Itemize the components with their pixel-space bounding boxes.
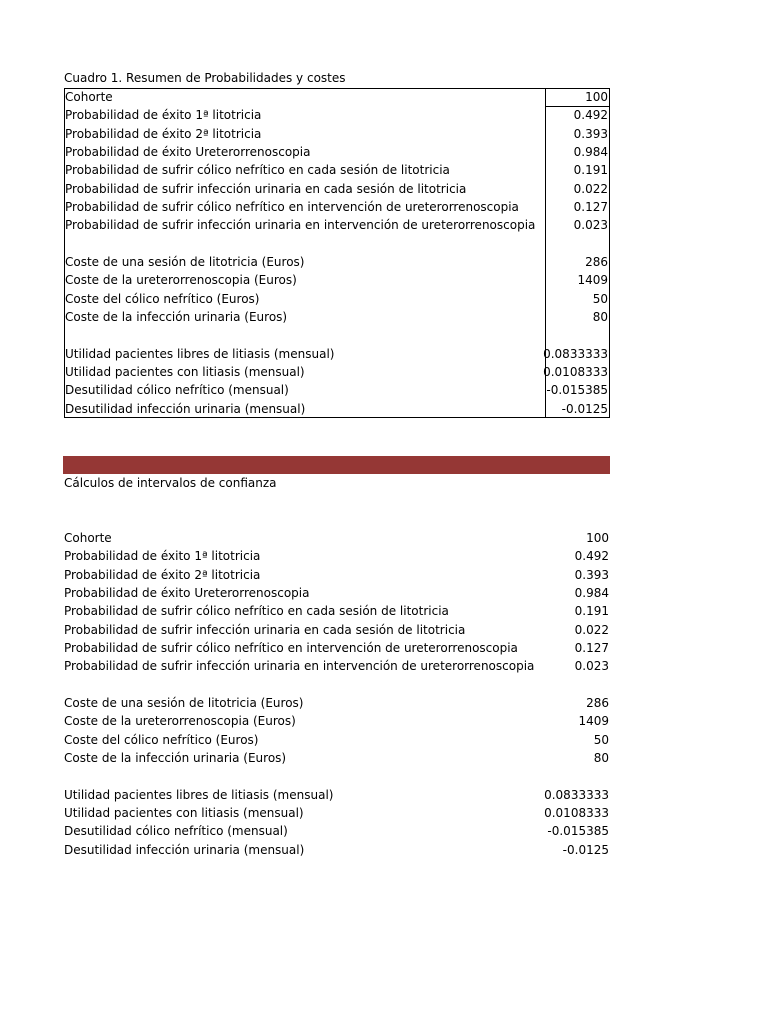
- table-row: [65, 345, 609, 363]
- row-label: Probabilidad de sufrir infección urinaria en cada sesión de litotricia: [64, 622, 466, 637]
- summary-table: [64, 88, 610, 418]
- table-row: [65, 381, 609, 399]
- row-value: 0.0108333: [543, 364, 608, 379]
- row-label: Desutilidad infección urinaria (mensual): [64, 842, 305, 857]
- row-label: Probabilidad de sufrir cólico nefrítico en cada sesión de litotricia: [65, 163, 450, 178]
- row-value: 0.127: [573, 199, 608, 214]
- row-value: 0.0833333: [543, 346, 608, 361]
- row-value: 100: [585, 90, 608, 104]
- row-value: 0.984: [573, 144, 608, 159]
- row-label: Probabilidad de sufrir cólico nefrítico en intervención de ureterorrenoscopia: [65, 199, 519, 214]
- table-row: [64, 529, 610, 547]
- row-label: Coste de la ureterorrenoscopia (Euros): [64, 714, 296, 729]
- row-value: 1409: [578, 714, 609, 729]
- table-row: [65, 198, 609, 216]
- row-label: Cohorte: [64, 531, 112, 545]
- row-value: 0.0833333: [544, 787, 609, 802]
- row-value: -0.015385: [547, 824, 609, 839]
- row-label: Desutilidad infección urinaria (mensual): [65, 401, 306, 416]
- table-row: [65, 106, 609, 124]
- table-row: [65, 88, 609, 106]
- row-label: Desutilidad cólico nefrítico (mensual): [65, 383, 289, 398]
- table-row: [65, 180, 609, 198]
- row-value: -0.015385: [546, 383, 608, 398]
- row-label: Probabilidad de sufrir cólico nefrítico en cada sesión de litotricia: [64, 604, 449, 619]
- table-row: [65, 143, 609, 161]
- row-label: Utilidad pacientes con litiasis (mensual): [64, 805, 304, 820]
- section-divider-band: [63, 456, 610, 474]
- row-value: 0.022: [574, 622, 609, 637]
- row-value: 80: [592, 309, 608, 324]
- table-row: [65, 216, 609, 234]
- table-row: [64, 841, 610, 859]
- table-row: [64, 584, 610, 602]
- table-row: [65, 253, 609, 271]
- row-label: Coste del cólico nefrítico (Euros): [64, 732, 259, 747]
- row-value: 0.393: [574, 567, 609, 582]
- row-label: Probabilidad de sufrir infección urinaria en intervención de ureterorrenoscopia: [64, 659, 535, 674]
- table-row: [64, 566, 610, 584]
- row-value: 50: [593, 732, 609, 747]
- table-row: [64, 602, 610, 620]
- row-value: 80: [593, 750, 609, 765]
- row-label: Cohorte: [65, 90, 113, 104]
- row-value: 0.984: [574, 585, 609, 600]
- row-label: Coste de una sesión de litotricia (Euros): [65, 254, 305, 269]
- row-label: Probabilidad de sufrir cólico nefrítico en intervención de ureterorrenoscopia: [64, 640, 518, 655]
- row-label: Utilidad pacientes libres de litiasis (mensual): [64, 787, 334, 802]
- table-row: [64, 822, 610, 840]
- row-label: Coste de la infección urinaria (Euros): [64, 750, 287, 765]
- row-label: Probabilidad de éxito 1ª litotricia: [64, 549, 261, 564]
- row-label: Probabilidad de éxito 2ª litotricia: [64, 567, 261, 582]
- row-label: Coste de la infección urinaria (Euros): [65, 309, 288, 324]
- row-value: 0.492: [574, 549, 609, 564]
- table-row: [64, 621, 610, 639]
- row-label: Probabilidad de éxito Ureterorrenoscopia: [64, 585, 310, 600]
- table-row: [64, 694, 610, 712]
- row-value: 0.023: [573, 218, 608, 233]
- table-row: [64, 547, 610, 565]
- table-row: [65, 271, 609, 289]
- row-label: Coste de una sesión de litotricia (Euros): [64, 695, 304, 710]
- table-row: [65, 290, 609, 308]
- row-label: Probabilidad de éxito 1ª litotricia: [65, 108, 262, 123]
- table2-title: Cálculos de intervalos de confianza: [64, 476, 277, 490]
- row-label: Coste de la ureterorrenoscopia (Euros): [65, 273, 297, 288]
- row-value: 0.191: [574, 604, 609, 619]
- row-value: 0.0108333: [544, 805, 609, 820]
- table-row: [64, 639, 610, 657]
- row-value: -0.0125: [561, 401, 608, 416]
- table1-title: Cuadro 1. Resumen de Probabilidades y costes: [64, 71, 346, 85]
- table-row: [65, 400, 609, 418]
- table-row: [64, 657, 610, 675]
- row-label: Probabilidad de sufrir infección urinaria en cada sesión de litotricia: [65, 181, 467, 196]
- row-label: Probabilidad de sufrir infección urinaria en intervención de ureterorrenoscopia: [65, 218, 536, 233]
- table-row: [64, 749, 610, 767]
- row-value: 1409: [577, 273, 608, 288]
- table-row: [65, 363, 609, 381]
- row-label: Probabilidad de éxito 2ª litotricia: [65, 126, 262, 141]
- row-value: 0.191: [573, 163, 608, 178]
- row-value: 0.023: [574, 659, 609, 674]
- table-row: [65, 308, 609, 326]
- row-value: 0.492: [573, 108, 608, 123]
- row-label: Probabilidad de éxito Ureterorrenoscopia: [65, 144, 311, 159]
- table-row: [64, 712, 610, 730]
- table-row: [64, 804, 610, 822]
- row-value: 0.127: [574, 640, 609, 655]
- row-value: 286: [586, 695, 609, 710]
- row-value: 100: [586, 531, 609, 545]
- table-row: [64, 786, 610, 804]
- row-value: 286: [585, 254, 608, 269]
- row-label: Desutilidad cólico nefrítico (mensual): [64, 824, 288, 839]
- row-value: 0.393: [573, 126, 608, 141]
- table-row: [65, 125, 609, 143]
- row-value: 50: [592, 291, 608, 306]
- row-label: Coste del cólico nefrítico (Euros): [65, 291, 260, 306]
- table-row: [65, 161, 609, 179]
- row-label: Utilidad pacientes libres de litiasis (mensual): [65, 346, 335, 361]
- confidence-interval-table: [64, 529, 610, 859]
- row-value: 0.022: [573, 181, 608, 196]
- row-value: -0.0125: [562, 842, 609, 857]
- table-row: [64, 731, 610, 749]
- row-label: Utilidad pacientes con litiasis (mensual): [65, 364, 305, 379]
